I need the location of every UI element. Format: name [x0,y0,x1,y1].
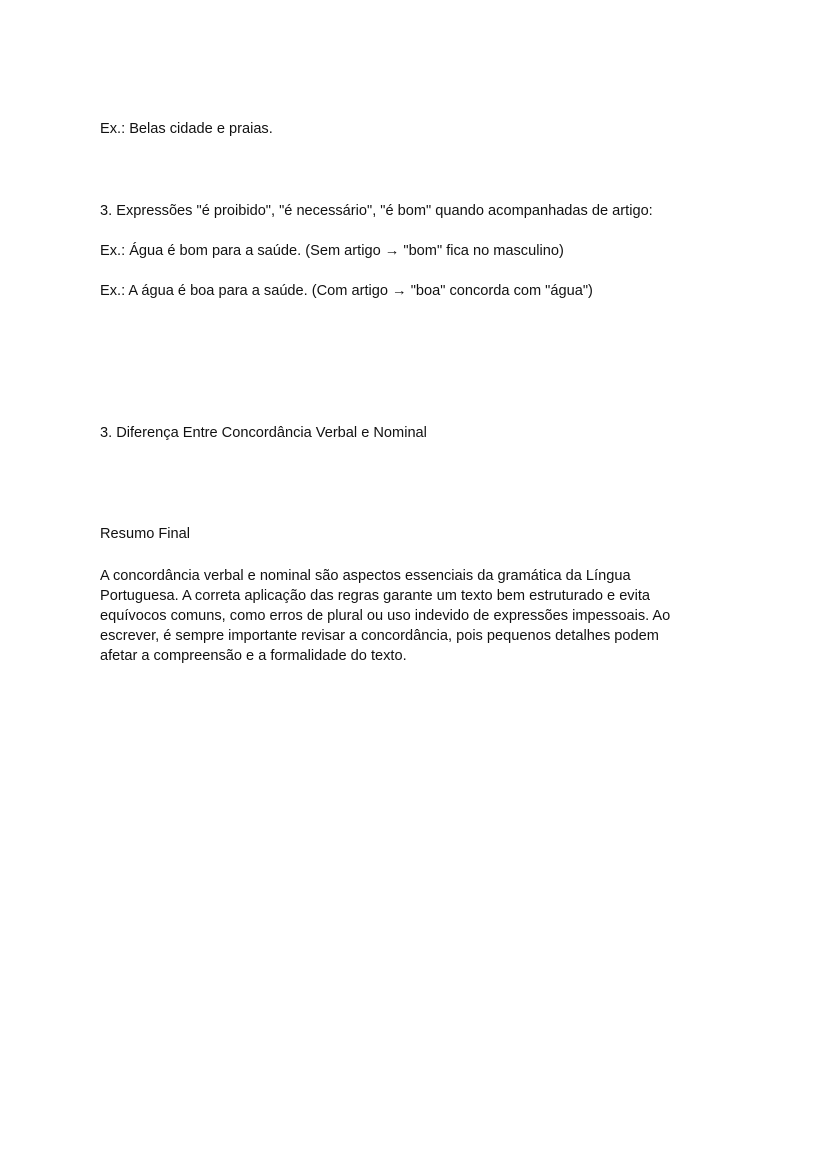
summary-line: escrever, é sempre importante revisar a concordância, pois pequenos detalhes podem [100,628,659,644]
summary-line: equívocos comuns, como erros de plural ou uso indevido de expressões impessoais. Ao [100,608,671,624]
rule3-example-2: Ex.: A água é boa para a saúde. (Com artigo → "boa" concorda com "água") [100,283,593,299]
summary-heading: Resumo Final [100,526,191,542]
summary-line: Portuguesa. A correta aplicação das regras garante um texto bem estruturado e evita [100,588,651,604]
rule3-example-1: Ex.: Água é bom para a saúde. (Sem artigo → "bom" fica no masculino) [100,243,564,259]
rule3-heading: 3. Expressões "é proibido", "é necessário", "é bom" quando acompanhadas de artigo: [100,203,653,219]
summary-line: A concordância verbal e nominal são aspectos essenciais da gramática da Língua [100,568,631,584]
summary-paragraph [100,566,670,666]
summary-line: afetar a compreensão e a formalidade do texto. [100,648,407,664]
example-belas: Ex.: Belas cidade e praias. [100,121,273,137]
section3-heading: 3. Diferença Entre Concordância Verbal e Nominal [100,425,427,441]
